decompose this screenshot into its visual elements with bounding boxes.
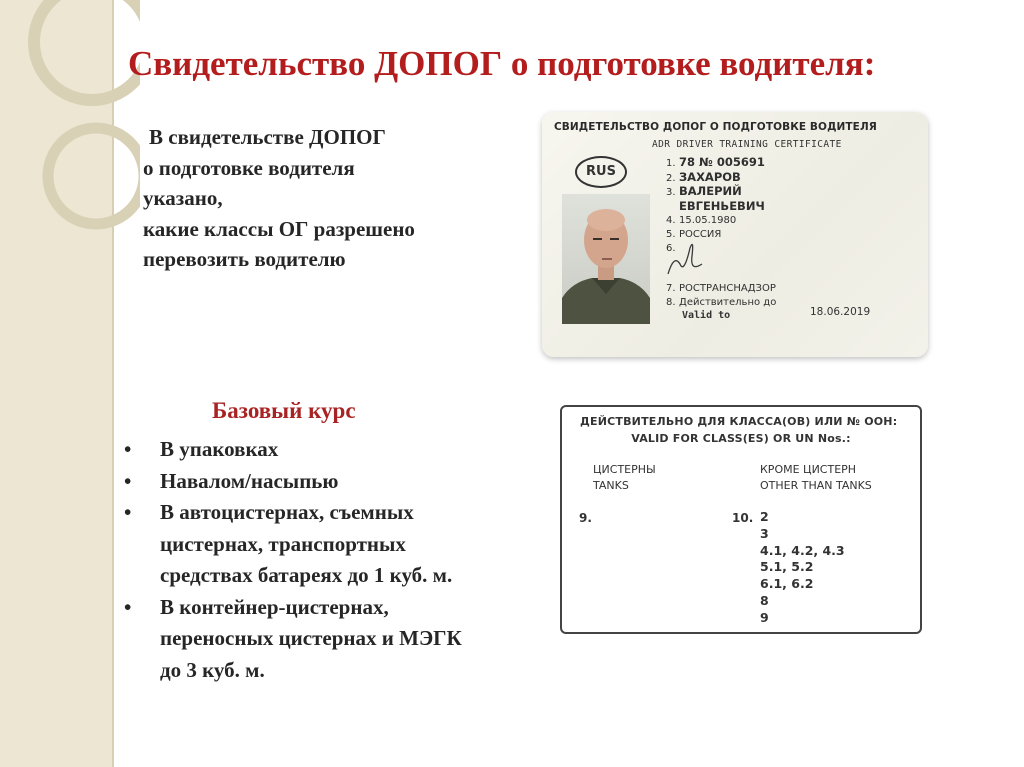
list-item (124, 466, 544, 498)
class-item: 2 (760, 509, 769, 524)
country-badge: RUS (575, 156, 627, 188)
valid-to-label: Valid to (682, 310, 731, 321)
column-label: OTHER THAN TANKS (760, 479, 872, 492)
intro-line: указано, (143, 186, 223, 210)
column-label: ЦИСТЕРНЫ (593, 463, 656, 476)
column-other-than-tanks (760, 462, 872, 494)
list-item (124, 434, 544, 466)
class-item: 4.1, 4.2, 4.3 (760, 542, 845, 558)
list-item-line: до 3 куб. м. (160, 657, 265, 682)
field-number-9: 9. (579, 511, 592, 525)
list-item-line: средствах батареях до 1 куб. м. (160, 563, 453, 587)
card-title: СВИДЕТЕЛЬСТВО ДОПОГ О ПОДГОТОВКЕ ВОДИТЕЛЯ (554, 121, 877, 133)
person-photo-icon (562, 194, 650, 324)
class-item: 3 (760, 525, 769, 541)
intro-line: о подготовке водителя (143, 155, 355, 180)
field-number-10: 10. (732, 511, 754, 525)
card-field: 7. РОСТРАНСНАДЗОР (666, 283, 776, 295)
list-item-line: переносных цистернах и МЭГК (160, 626, 462, 650)
class-item: 5.1, 5.2 (760, 559, 814, 575)
list-item-line: В автоцистернах, съемных (160, 500, 414, 524)
list-item-line: цистернах, транспортных (160, 531, 406, 556)
card-field: 4. 15.05.1980 (666, 215, 737, 227)
bullet-icon: • (124, 594, 132, 619)
list-item-line: В упаковках (160, 437, 279, 461)
card-field: ЕВГЕНЬЕВИЧ (679, 198, 765, 213)
card-field: 1. 78 № 005691 (666, 155, 765, 169)
list-item-line: В контейнер-цистернах, (160, 594, 389, 619)
intro-line: какие классы ОГ разрешено (143, 216, 415, 241)
card-field: 8. Действительно до (666, 296, 777, 308)
column-label: КРОМЕ ЦИСТЕРН (760, 463, 857, 476)
table-header-ru: ДЕЙСТВИТЕЛЬНО ДЛЯ КЛАССА(ОВ) ИЛИ № ООН: (580, 415, 898, 428)
class-table (560, 405, 922, 634)
intro-line: В свидетельстве ДОПОГ (149, 125, 386, 149)
card-subtitle: ADR DRIVER TRAINING CERTIFICATE (652, 139, 842, 150)
list-item (124, 592, 544, 687)
bullet-list (124, 434, 544, 686)
intro-line: перевозить водителю (143, 247, 346, 271)
card-fields (666, 156, 776, 310)
card-field: 2. ЗАХАРОВ (666, 169, 741, 184)
valid-date: 18.06.2019 (810, 306, 871, 318)
card-field: 3. ВАЛЕРИЙ (666, 184, 742, 199)
decorative-ring-bottom (48, 128, 140, 224)
class-item: 8 (760, 592, 769, 608)
list-item-line: Навалом/насыпью (160, 468, 339, 493)
decorative-rings (0, 0, 140, 260)
class-item: 9 (760, 609, 769, 625)
column-tanks (593, 462, 656, 494)
class-list (760, 509, 845, 627)
card-field: 6. (666, 242, 676, 254)
bullet-icon: • (124, 500, 132, 524)
class-item: 6.1, 6.2 (760, 576, 814, 592)
column-label: TANKS (593, 479, 629, 492)
bullet-icon: • (124, 437, 132, 461)
driver-photo (562, 194, 650, 324)
table-header-en: VALID FOR CLASS(ES) OR UN Nos.: (631, 432, 851, 445)
bullet-icon: • (124, 468, 132, 493)
card-field: 5. РОССИЯ (666, 228, 722, 240)
page-title: Свидетельство ДОПОГ о подготовке водителя: (128, 44, 876, 83)
decorative-ring-top (34, 0, 140, 100)
intro-text (143, 122, 503, 275)
signature-icon (662, 234, 712, 282)
list-item (124, 497, 544, 592)
certificate-card (542, 112, 928, 357)
course-heading: Базовый курс (212, 398, 356, 423)
